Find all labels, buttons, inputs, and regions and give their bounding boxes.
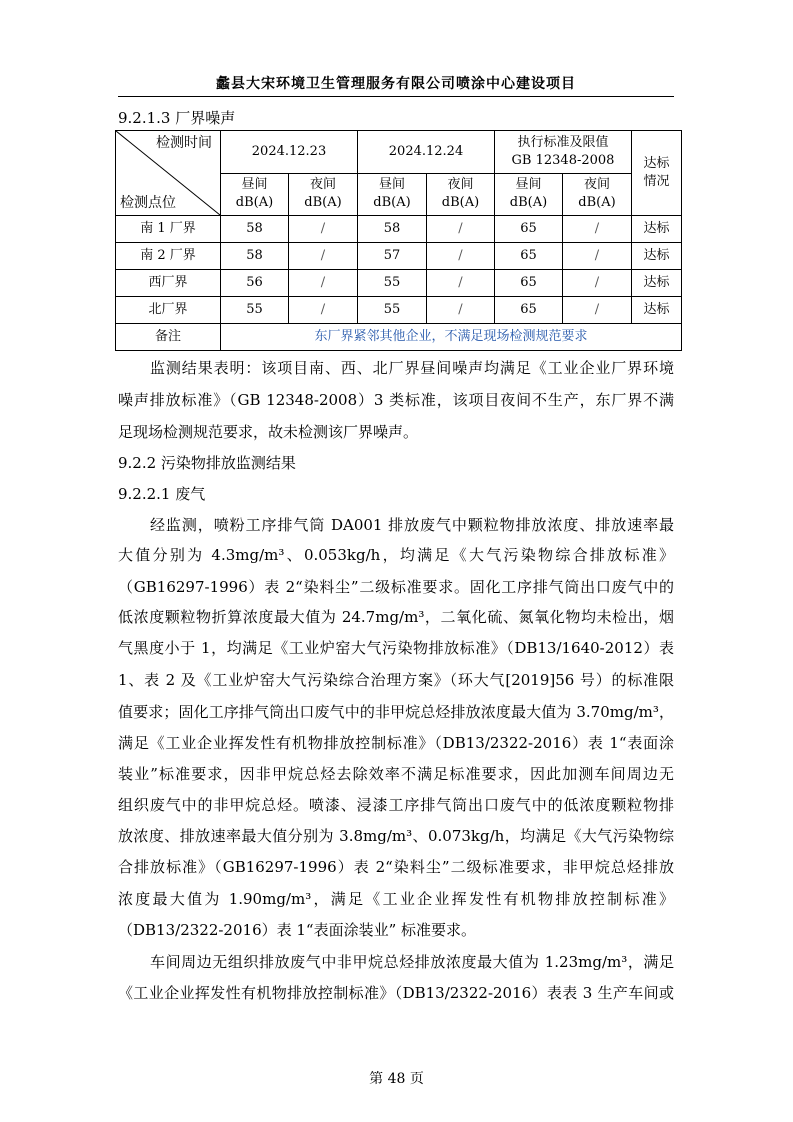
paragraph-line: 1、表 2 及《工业炉窑大气污染综合治理方案》（环大气[2019]56 号）的标准限: [118, 671, 674, 689]
header-divider: [118, 96, 674, 97]
remark-text: 东厂界紧邻其他企业，不满足现场检测规范要求: [221, 324, 682, 351]
section-title-9221: 9.2.2.1 废气: [118, 485, 206, 503]
remark-label: 备注: [116, 324, 221, 351]
value-cell: /: [289, 270, 358, 297]
paragraph-line: 噪声排放标准》（GB 12348-2008）3 类标准，该项目夜间不生产，东厂界不满: [118, 391, 674, 409]
value-cell: 58: [358, 216, 427, 243]
compliance-label-2: 情况: [643, 174, 670, 189]
paragraph-line: 气黑度小于 1，均满足《工业炉窑大气污染物排放标准》（DB13/1640-2012）表: [118, 639, 674, 657]
value-cell: 55: [358, 270, 427, 297]
status-cell: 达标: [632, 216, 682, 243]
paragraph-line: 组织废气中的非甲烷总烃。喷漆、浸漆工序排气筒出口废气中的低浓度颗粒物排: [118, 796, 674, 814]
site-cell: 西厂界: [116, 270, 221, 297]
value-cell: /: [289, 216, 358, 243]
value-cell: 65: [495, 243, 563, 270]
paragraph-line: 足现场检测规范要求，故未检测该厂界噪声。: [118, 423, 419, 441]
value-cell: /: [427, 216, 495, 243]
paragraph-line: 值要求；固化工序排气筒出口废气中的非甲烷总烃排放浓度最大值为 3.70mg/m³，: [118, 703, 674, 721]
value-cell: 65: [495, 270, 563, 297]
day-header: [495, 173, 563, 216]
day-header: [358, 173, 427, 216]
day-label: 昼间: [378, 177, 405, 193]
detect-site-label: 检测点位: [120, 195, 176, 211]
day-label: 昼间: [241, 177, 268, 193]
value-cell: /: [563, 270, 632, 297]
day-header: [221, 173, 289, 216]
value-cell: 58: [221, 216, 289, 243]
standard-code: GB 12348-2008: [511, 152, 615, 168]
paragraph-line: 监测结果表明：该项目南、西、北厂界昼间噪声均满足《工业企业厂界环境: [150, 359, 674, 377]
site-cell: 北厂界: [116, 297, 221, 324]
value-cell: 65: [495, 216, 563, 243]
detect-time-label: 检测时间: [156, 135, 212, 151]
paragraph-line: 经监测，喷粉工序排气筒 DA001 排放废气中颗粒物排放浓度、排放速率最: [150, 516, 674, 534]
value-cell: /: [563, 216, 632, 243]
status-cell: 达标: [632, 243, 682, 270]
paragraph-line: 车间周边无组织排放废气中非甲烷总烃排放浓度最大值为 1.23mg/m³，满足: [150, 953, 674, 971]
diagonal-header-cell: [116, 131, 221, 216]
table-row: [116, 216, 682, 243]
value-cell: 57: [358, 243, 427, 270]
table-row: [116, 297, 682, 324]
paragraph-line: 大值分别为 4.3mg/m³、0.053kg/h，均满足《大气污染物综合排放标准》: [118, 546, 674, 564]
section-title-noise: 9.2.1.3 厂界噪声: [118, 109, 236, 127]
paragraph-line: （GB16297-1996）表 2“染料尘”二级标准要求。固化工序排气筒出口废气中的: [118, 578, 674, 596]
night-header: [563, 173, 632, 216]
value-cell: /: [427, 270, 495, 297]
site-cell: 南 2 厂界: [116, 243, 221, 270]
day-unit: dB(A): [235, 195, 274, 211]
paragraph-line: 放浓度、排放速率最大值分别为 3.8mg/m³、0.073kg/h，均满足《大气污染物综: [118, 827, 674, 845]
date2-header: 2024.12.24: [358, 131, 495, 174]
night-unit: dB(A): [578, 195, 616, 211]
table-row: [116, 270, 682, 297]
paragraph-line: 合排放标准》（GB16297-1996）表 2“染料尘”二级标准要求，非甲烷总烃排放: [118, 858, 674, 876]
value-cell: /: [427, 243, 495, 270]
value-cell: 58: [221, 243, 289, 270]
paragraph-line: 浓度最大值为 1.90mg/m³，满足《工业企业挥发性有机物排放控制标准》: [118, 890, 674, 908]
value-cell: /: [289, 243, 358, 270]
value-cell: 65: [495, 297, 563, 324]
date1-header: 2024.12.23: [221, 131, 358, 174]
day-unit: dB(A): [509, 195, 548, 211]
value-cell: 55: [221, 297, 289, 324]
night-header: [427, 173, 495, 216]
value-cell: 56: [221, 270, 289, 297]
paragraph-line: 低浓度颗粒物折算浓度最大值为 24.7mg/m³，二氧化硫、氮氧化物均未检出，烟: [118, 608, 674, 626]
document-header: 蠡县大宋环境卫生管理服务有限公司喷涂中心建设项目: [216, 76, 576, 92]
value-cell: /: [563, 297, 632, 324]
standard-header: [495, 131, 632, 174]
status-cell: 达标: [632, 297, 682, 324]
night-label: 夜间: [583, 177, 610, 193]
value-cell: /: [289, 297, 358, 324]
night-unit: dB(A): [441, 195, 480, 211]
value-cell: /: [427, 297, 495, 324]
night-label: 夜间: [309, 177, 336, 193]
compliance-label-1: 达标: [643, 156, 670, 171]
night-unit: dB(A): [304, 195, 342, 211]
night-header: [289, 173, 358, 216]
table-row: [116, 243, 682, 270]
status-cell: 达标: [632, 270, 682, 297]
value-cell: /: [563, 243, 632, 270]
remark-row: [116, 324, 682, 351]
paragraph-line: 《工业企业挥发性有机物排放控制标准》（DB13/2322-2016）表表 3 生产车间或: [118, 984, 674, 1002]
standard-label: 执行标准及限值: [517, 134, 609, 150]
paragraph-line: （DB13/2322-2016）表 1“表面涂装业” 标准要求。: [118, 921, 477, 939]
paragraph-line: 装业”标准要求，因非甲烷总烃去除效率不满足标准要求，因此加测车间周边无: [118, 765, 674, 783]
night-label: 夜间: [447, 177, 474, 193]
site-cell: 南 1 厂界: [116, 216, 221, 243]
value-cell: 55: [358, 297, 427, 324]
noise-table: [115, 130, 682, 351]
day-unit: dB(A): [373, 195, 411, 211]
compliance-header: [632, 131, 682, 216]
paragraph-line: 满足《工业企业挥发性有机物排放控制标准》（DB13/2322-2016）表 1“表面涂: [118, 734, 674, 752]
day-label: 昼间: [515, 177, 542, 193]
section-title-922: 9.2.2 污染物排放监测结果: [118, 454, 296, 472]
page-number: 第 48 页: [369, 1071, 424, 1087]
